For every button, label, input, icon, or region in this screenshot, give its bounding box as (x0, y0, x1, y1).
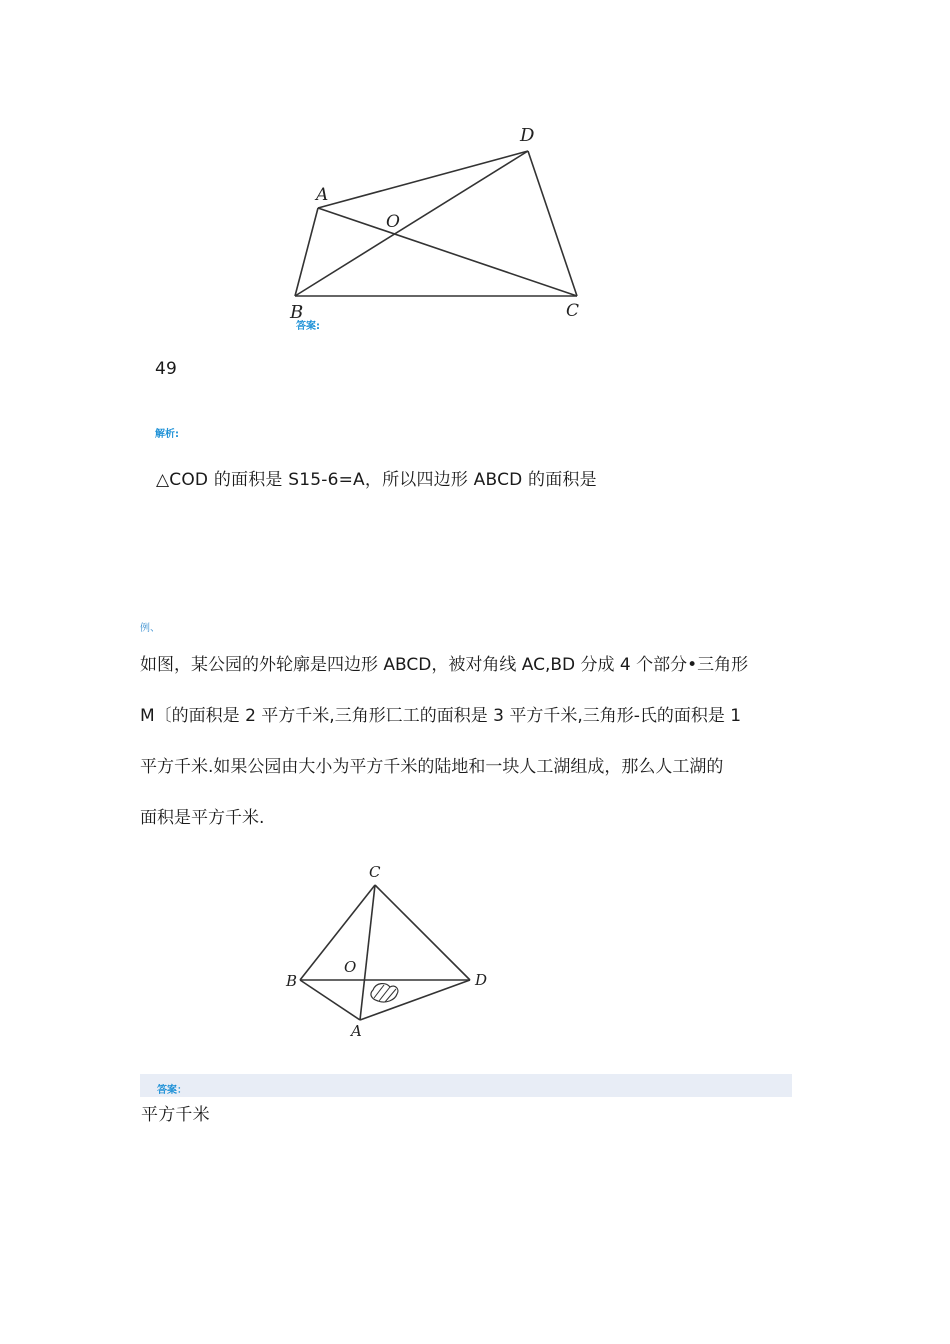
problem-line: 如图，某公园的外轮廓是四边形 ABCD，被对角线 AC,BD 分成 4 个部分•三角形 (140, 655, 749, 675)
vertex-label-C: C (566, 301, 580, 321)
diagonal-BD (295, 151, 528, 296)
vertex-label-O: O (386, 212, 400, 232)
edge-BA (300, 980, 360, 1020)
problem-line: M〔的面积是 2 平方千米,三角形匸工的面积是 3 平方千米,三角形-氏的面积是 1 (140, 706, 742, 726)
edge-AD (318, 151, 528, 208)
vertex-label-D: D (520, 125, 535, 146)
vertex-label-A: A (351, 1022, 362, 1040)
answer-label-1: 答案: (296, 321, 320, 332)
quadrilateral-figure-1 (270, 115, 610, 330)
vertex-label-B: B (286, 972, 298, 990)
vertex-label-D: D (475, 971, 488, 989)
vertex-label-B: B (290, 302, 304, 323)
edge-DC (528, 151, 577, 296)
analysis-text: △COD 的面积是 S15-6=A，所以四边形 ABCD 的面积是 (156, 470, 597, 490)
vertex-label-O: O (344, 958, 357, 976)
edge-BA (295, 208, 318, 296)
answer-bar-2 (140, 1074, 792, 1097)
edge-CD (375, 885, 470, 980)
answer-text-2: 平方千米 (141, 1105, 210, 1125)
vertex-label-C: C (369, 863, 381, 881)
example-label: 例、 (140, 623, 160, 634)
lake-shape (371, 984, 398, 1002)
analysis-label: 解析: (155, 429, 179, 440)
problem-line: 平方千米.如果公园由大小为平方千米的陆地和一块人工湖组成，那么人工湖的 (140, 757, 724, 777)
vertex-label-A: A (316, 185, 329, 205)
answer-value-1: 49 (155, 359, 178, 379)
problem-text (140, 640, 748, 844)
problem-line: 面积是平方千米. (140, 808, 265, 828)
park-quadrilateral-figure-2 (280, 858, 500, 1043)
answer-label-2: 答案： (157, 1085, 187, 1096)
diagonal-CA (360, 885, 375, 1020)
diagonal-AC (318, 208, 577, 296)
edge-CB (300, 885, 375, 980)
